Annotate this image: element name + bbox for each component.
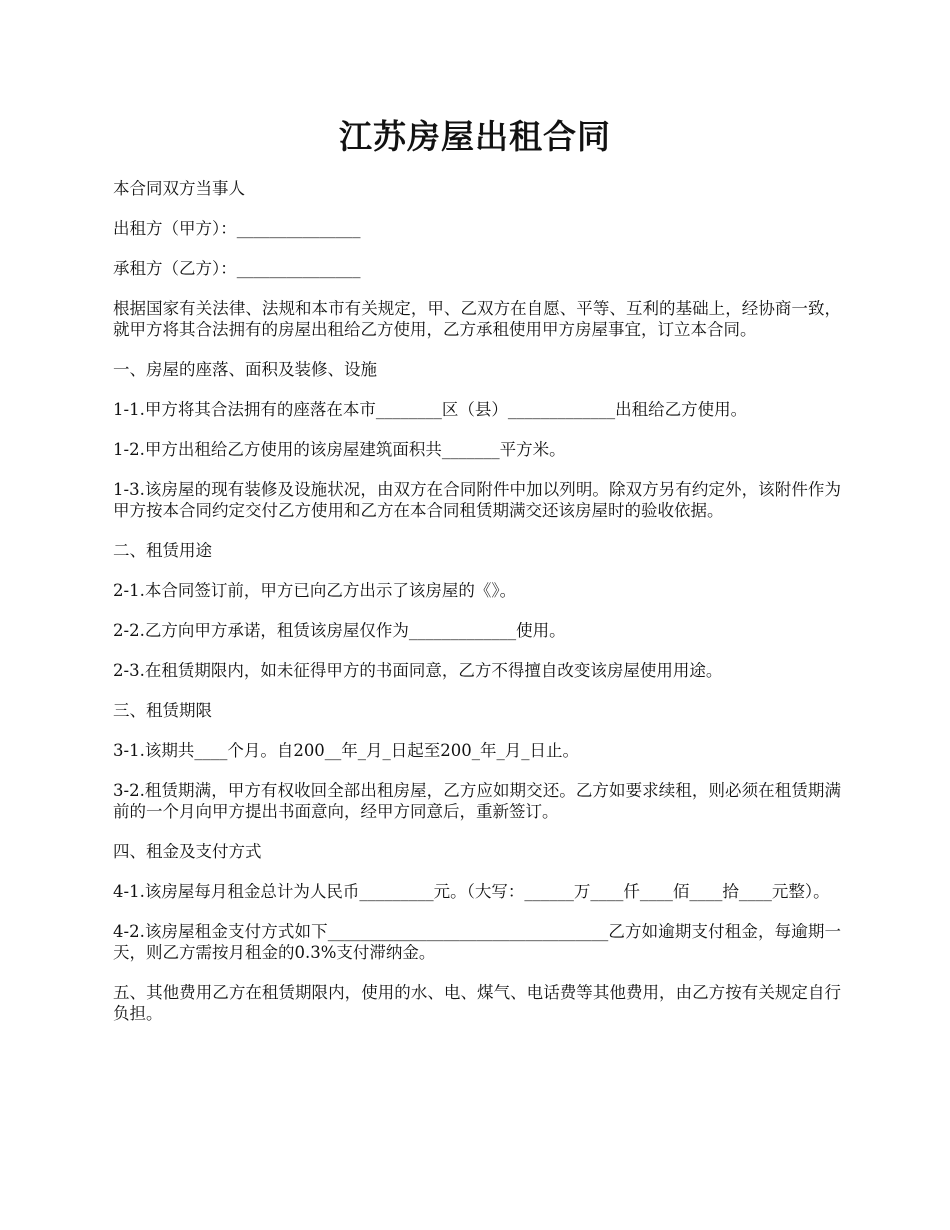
clause-2-3: 2-3.在租赁期限内，如未征得甲方的书面同意，乙方不得擅自改变该房屋使用用途。 — [113, 661, 723, 680]
lessor-line: 出租方（甲方）：_______________ — [113, 219, 361, 238]
clause-4-1: 4-1.该房屋每月租金总计为人民币_________元。（大写：______万____仟____佰____拾____元整）。 — [113, 882, 830, 901]
section-heading-3: 三、租赁期限 — [113, 701, 212, 720]
section-heading-1: 一、房屋的座落、面积及装修、设施 — [113, 360, 377, 379]
clause-2-1: 2-1.本合同签订前，甲方已向乙方出示了该房屋的《》。 — [113, 581, 517, 600]
document-body — [113, 178, 841, 1043]
clause-1-1: 1-1.甲方将其合法拥有的座落在本市________区（县）_____________出租给乙方使用。 — [113, 400, 748, 419]
section-heading-4: 四、租金及支付方式 — [113, 842, 262, 861]
section-5-paragraph: 五、其他费用乙方在租赁期限内，使用的水、电、煤气、电话费等其他费用，由乙方按有关规定自行负担。 — [113, 983, 841, 1023]
clause-2-2: 2-2.乙方向甲方承诺，租赁该房屋仅作为_____________使用。 — [113, 621, 566, 640]
section-heading-2: 二、租赁用途 — [113, 541, 212, 560]
lessee-line: 承租方（乙方）：_______________ — [113, 259, 361, 278]
document-title: 江苏房屋出租合同 — [339, 117, 611, 156]
clause-1-2: 1-2.甲方出租给乙方使用的该房屋建筑面积共_______平方米。 — [113, 440, 566, 459]
clause-3-2: 3-2.租赁期满，甲方有权收回全部出租房屋，乙方应如期交还。乙方如要求续租，则必须在租赁期满前的一个月向甲方提出书面意向，经甲方同意后，重新签订。 — [113, 781, 841, 821]
clause-1-3: 1-3.该房屋的现有装修及设施状况，由双方在合同附件中加以列明。除双方另有约定外，该附件作为甲方按本合同约定交付乙方使用和乙方在本合同租赁期满交还该房屋时的验收依据。 — [113, 480, 841, 520]
clause-3-1: 3-1.该期共____个月。自200__年_月_日起至200_年_月_日止。 — [113, 741, 580, 760]
parties-intro: 本合同双方当事人 — [113, 179, 245, 198]
clause-4-2: 4-2.该房屋租金支付方式如下__________________________________乙方如逾期支付租金，每逾期一天，则乙方需按月租金的0.3%支付滞纳金。 — [113, 922, 841, 962]
preamble-paragraph: 根据国家有关法律、法规和本市有关规定，甲、乙双方在自愿、平等、互利的基础上，经协商一致，就甲方将其合法拥有的房屋出租给乙方使用，乙方承租使用甲方房屋事宜，订立本合同。 — [113, 299, 841, 339]
